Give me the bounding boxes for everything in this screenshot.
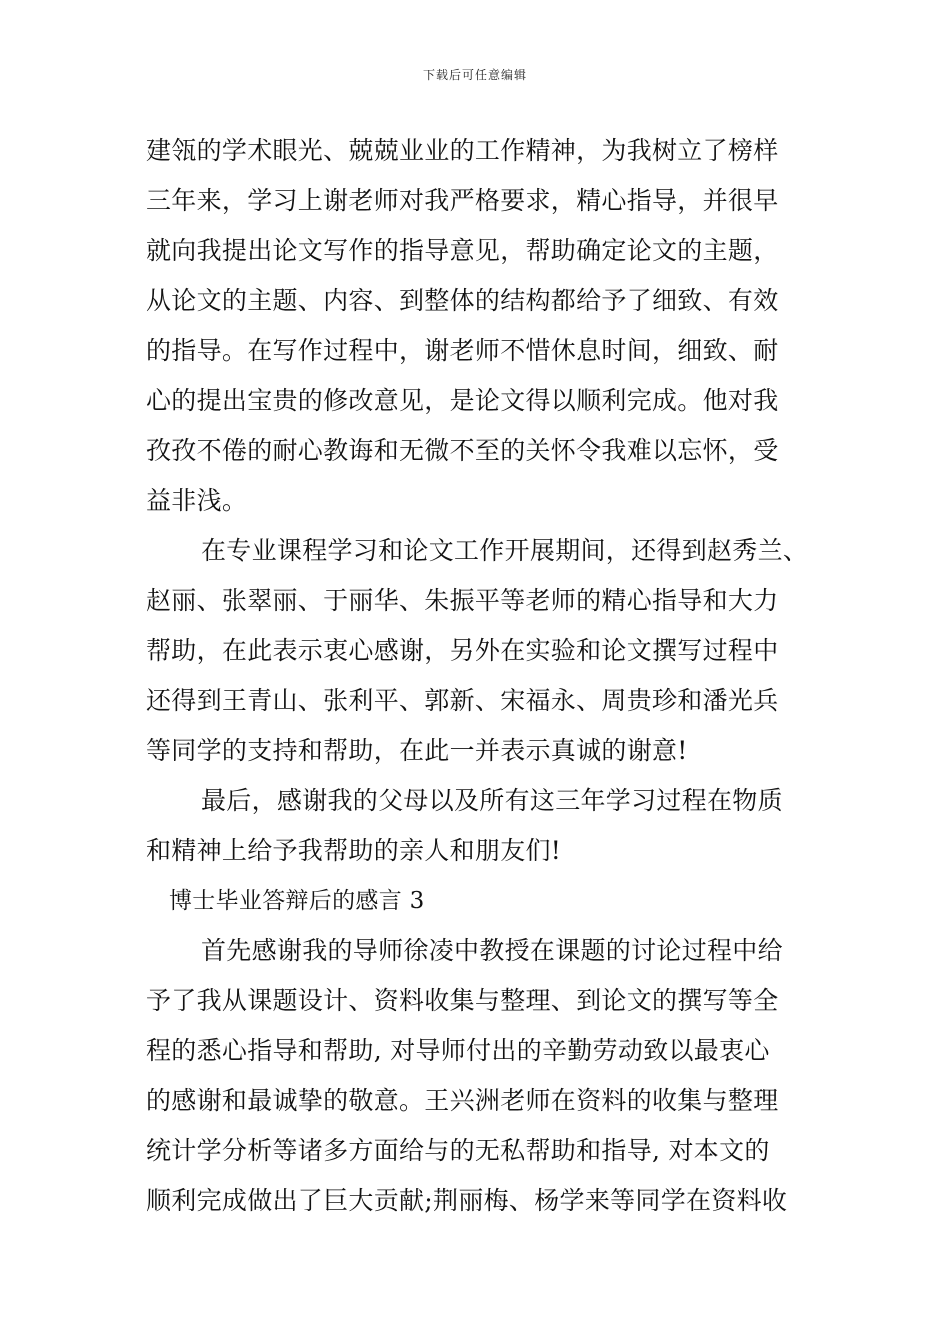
- page-header: 下载后可任意编辑: [422, 68, 527, 82]
- document-body: [146, 126, 826, 1226]
- text-line: 孜孜不倦的耐心教诲和无微不至的关怀令我难以忘怀，受: [146, 436, 779, 465]
- text-line: 从论文的主题、内容、到整体的结构都给予了细致、有效: [146, 286, 779, 315]
- text-line: 三年来，学习上谢老师对我严格要求，精心指导，并很早: [146, 186, 779, 215]
- paragraph-start-line: 最后，感谢我的父母以及所有这三年学习过程在物质: [201, 786, 783, 815]
- text-line: 和精神上给予我帮助的亲人和朋友们!: [146, 836, 562, 865]
- text-line: 心的提出宝贵的修改意见，是论文得以顺利完成。他对我: [146, 386, 779, 415]
- text-line: 益非浅。: [146, 486, 248, 515]
- text-line: 的指导。在写作过程中，谢老师不惜休息时间，细致、耐: [146, 336, 779, 365]
- text-line: 顺利完成做出了巨大贡献;荆丽梅、杨学来等同学在资料收: [146, 1186, 788, 1215]
- paragraph-start-line: 在专业课程学习和论文工作开展期间，还得到赵秀兰、: [201, 536, 809, 565]
- text-line: 予了我从课题设计、资料收集与整理、到论文的撰写等全: [146, 986, 779, 1015]
- text-line: 统计学分析等诸多方面给与的无私帮助和指导, 对本文的: [146, 1136, 770, 1165]
- text-line: 赵丽、张翠丽、于丽华、朱振平等老师的精心指导和大力: [146, 586, 779, 615]
- text-line: 等同学的支持和帮助，在此一并表示真诚的谢意!: [146, 736, 688, 765]
- text-line: 的感谢和最诚挚的敬意。王兴洲老师在资料的收集与整理: [146, 1086, 779, 1115]
- text-line: 帮助，在此表示衷心感谢，另外在实验和论文撰写过程中: [146, 636, 779, 665]
- text-line: 还得到王青山、张利平、郭新、宋福永、周贵珍和潘光兵: [146, 686, 779, 715]
- paragraph-start-line: 首先感谢我的导师徐凌中教授在课题的讨论过程中给: [201, 936, 783, 965]
- text-line: 建瓴的学术眼光、兢兢业业的工作精神，为我树立了榜样: [146, 136, 779, 165]
- text-line: 就向我提出论文写作的指导意见，帮助确定论文的主题，: [146, 236, 779, 265]
- section-heading: 博士毕业答辩后的感言 3: [169, 888, 425, 914]
- text-line: 程的悉心指导和帮助, 对导师付出的辛勤劳动致以最衷心: [146, 1036, 770, 1065]
